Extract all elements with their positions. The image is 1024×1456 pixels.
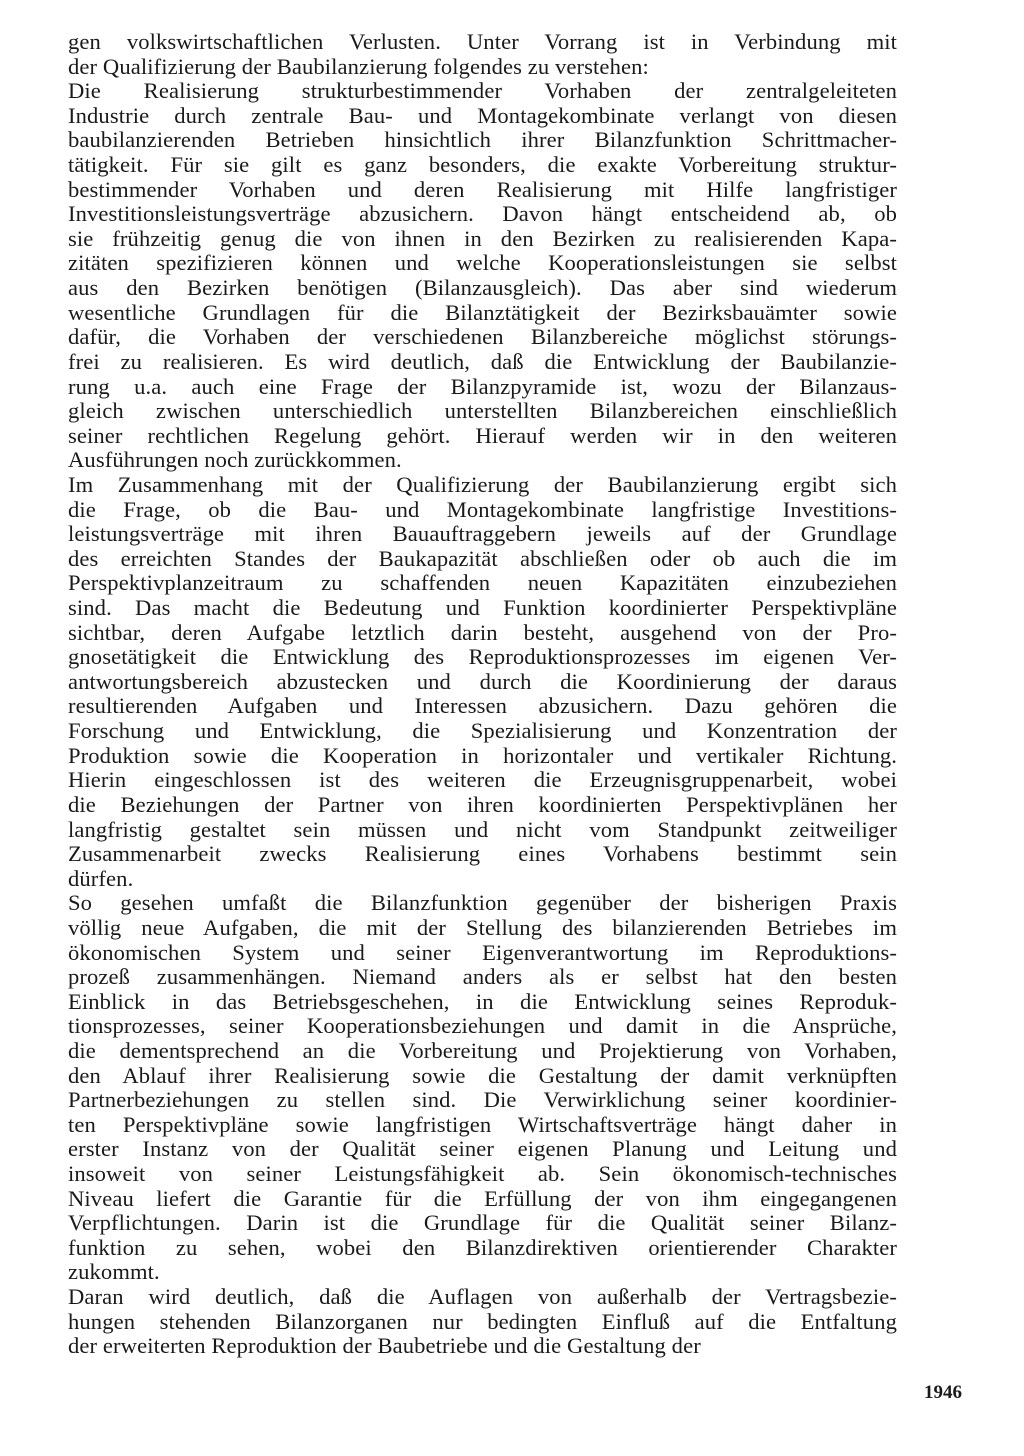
text-line: Hierin eingeschlossen ist des weiteren die Erzeugnisgruppenarbeit, wobei xyxy=(68,767,897,793)
text-line: erster Instanz von der Qualität seiner eigenen Planung und Leitung und xyxy=(68,1136,897,1162)
text-line: langfristig gestaltet sein müssen und nicht vom Standpunkt zeitweiliger xyxy=(68,816,897,842)
text-line: antwortungsbereich abzustecken und durch die Koordinierung der daraus xyxy=(68,668,897,694)
text-line: Partnerbeziehungen zu stellen sind. Die Verwirklichung seiner koordinier- xyxy=(68,1087,897,1113)
text-line: gnosetätigkeit die Entwicklung des Reproduktionsprozesses im eigenen Ver- xyxy=(68,644,897,670)
text-line: die dementsprechend an die Vorbereitung und Projektierung von Vorhaben, xyxy=(68,1037,897,1063)
text-line: dafür, die Vorhaben der verschiedenen Bilanzbereiche möglichst störungs- xyxy=(68,324,897,350)
text-line: tionsprozesses, seiner Kooperationsbeziehungen und damit in die Ansprüche, xyxy=(68,1013,897,1039)
text-line: Niveau liefert die Garantie für die Erfüllung der von ihm eingegangenen xyxy=(68,1185,897,1211)
text-line: sie frühzeitig genug die von ihnen in den Bezirken zu realisierenden Kapa- xyxy=(68,225,897,251)
page-number: 1946 xyxy=(924,1382,962,1403)
text-line: resultierenden Aufgaben und Interessen abzusichern. Dazu gehören die xyxy=(68,693,897,719)
text-line: Einblick in das Betriebsgeschehen, in die Entwicklung seines Reproduk- xyxy=(68,988,897,1014)
text-line: Forschung und Entwicklung, die Spezialisierung und Konzentration der xyxy=(68,718,897,744)
text-line: Produktion sowie die Kooperation in horizontaler und vertikaler Richtung. xyxy=(68,742,897,768)
text-line: leistungsverträge mit ihren Bauauftraggebern jeweils auf der Grundlage xyxy=(68,521,897,547)
text-line: frei zu realisieren. Es wird deutlich, daß die Entwicklung der Baubilanzie- xyxy=(68,348,897,374)
text-line: der Qualifizierung der Baubilanzierung folgendes zu verstehen: xyxy=(68,53,649,79)
text-line: Die Realisierung strukturbestimmender Vorhaben der zentralgeleiteten xyxy=(68,78,897,104)
text-line: völlig neue Aufgaben, die mit der Stellung des bilanzierenden Betriebes im xyxy=(68,914,897,940)
text-line: zukommt. xyxy=(68,1259,160,1285)
text-line: wesentliche Grundlagen für die Bilanztätigkeit der Bezirksbauämter sowie xyxy=(68,299,897,325)
text-line: Im Zusammenhang mit der Qualifizierung der Baubilanzierung ergibt sich xyxy=(68,471,897,497)
text-line: zitäten spezifizieren können und welche Kooperationsleistungen sie selbst xyxy=(68,250,897,276)
text-line: tätigkeit. Für sie gilt es ganz besonders, die exakte Vorbereitung struktur- xyxy=(68,152,897,178)
text-line: gleich zwischen unterschiedlich unterstellten Bilanzbereichen einschließlich xyxy=(68,398,897,424)
text-line: Verpflichtungen. Darin ist die Grundlage für die Qualität seiner Bilanz- xyxy=(68,1210,897,1236)
text-line: sind. Das macht die Bedeutung und Funktion koordinierter Perspektivpläne xyxy=(68,595,897,621)
text-line: So gesehen umfaßt die Bilanzfunktion gegenüber der bisherigen Praxis xyxy=(68,890,897,916)
text-line: prozeß zusammenhängen. Niemand anders als er selbst hat den besten xyxy=(68,964,897,990)
text-line: die Frage, ob die Bau- und Montagekombinate langfristige Investitions- xyxy=(68,496,897,522)
text-line: Investitionsleistungsverträge abzusichern. Davon hängt entscheidend ab, ob xyxy=(68,201,897,227)
text-line: insoweit von seiner Leistungsfähigkeit ab. Sein ökonomisch-technisches xyxy=(68,1161,897,1187)
text-line: aus den Bezirken benötigen (Bilanzausgleich). Das aber sind wiederum xyxy=(68,275,897,301)
text-line: der erweiterten Reproduktion der Baubetriebe und die Gestaltung der xyxy=(68,1333,701,1359)
text-line: Daran wird deutlich, daß die Auflagen von außerhalb der Vertragsbezie- xyxy=(68,1284,897,1310)
text-line: gen volkswirtschaftlichen Verlusten. Unter Vorrang ist in Verbindung mit xyxy=(68,29,897,54)
text-line: ökonomischen System und seiner Eigenverantwortung im Reproduktions- xyxy=(68,939,897,965)
text-line: seiner rechtlichen Regelung gehört. Hierauf werden wir in den weiteren xyxy=(68,422,897,448)
text-line: baubilanzierenden Betrieben hinsichtlich ihrer Bilanzfunktion Schrittmacher- xyxy=(68,127,897,153)
text-line: hungen stehenden Bilanzorganen nur bedingten Einfluß auf die Entfaltung xyxy=(68,1308,897,1334)
text-line: Perspektivplanzeitraum zu schaffenden neuen Kapazitäten einzubeziehen xyxy=(68,570,897,596)
text-line: die Beziehungen der Partner von ihren koordinierten Perspektivplänen her xyxy=(68,791,897,817)
text-line: funktion zu sehen, wobei den Bilanzdirektiven orientierender Charakter xyxy=(68,1234,897,1260)
body-text xyxy=(68,30,897,1359)
text-line: bestimmender Vorhaben und deren Realisierung mit Hilfe langfristiger xyxy=(68,176,897,202)
text-line: des erreichten Standes der Baukapazität abschließen oder ob auch die im xyxy=(68,545,897,571)
text-line: Industrie durch zentrale Bau- und Montagekombinate verlangt von diesen xyxy=(68,102,897,128)
text-line: rung u.a. auch eine Frage der Bilanzpyramide ist, wozu der Bilanzaus- xyxy=(68,373,897,399)
text-line: Zusammenarbeit zwecks Realisierung eines Vorhabens bestimmt sein xyxy=(68,841,897,867)
text-line: ten Perspektivpläne sowie langfristigen Wirtschaftsverträge hängt daher in xyxy=(68,1111,897,1137)
text-line: dürfen. xyxy=(68,865,134,891)
text-line: den Ablauf ihrer Realisierung sowie die Gestaltung der damit verknüpften xyxy=(68,1062,897,1088)
text-line: Ausführungen noch zurückkommen. xyxy=(68,447,402,473)
text-line: sichtbar, deren Aufgabe letztlich darin besteht, ausgehend von der Pro- xyxy=(68,619,897,645)
